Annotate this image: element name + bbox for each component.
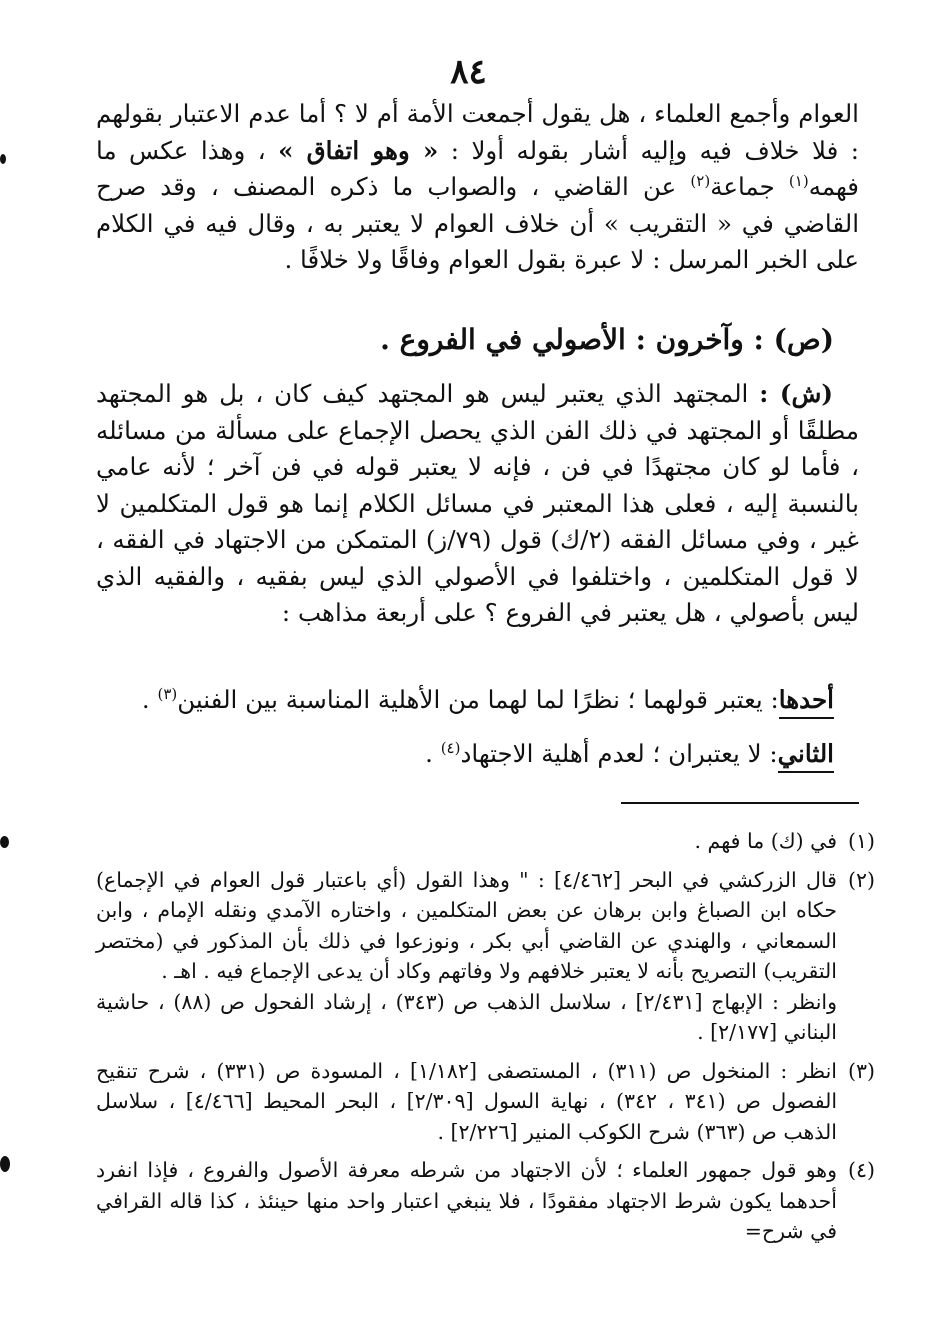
- footnote-paragraph: في (ك) ما فهم .: [694, 829, 837, 853]
- footnote-text: [96, 826, 837, 857]
- opinion-label: أحدها: [779, 685, 834, 719]
- opinion-end: .: [141, 685, 158, 714]
- commentary-marker: (ش) :: [759, 379, 833, 408]
- paragraph-commentary: [96, 376, 859, 632]
- footnote-ref[interactable]: (٣): [157, 684, 178, 703]
- footnote-text: [96, 1155, 837, 1247]
- opinion-text: : يعتبر قولهما ؛ نظرًا لما لهما من الأهلية المناسبة بين الفنين: [177, 685, 779, 714]
- footnote-number: (١): [847, 829, 875, 853]
- footnote-paragraph: وانظر : الإبهاج [٢/٤٣١] ، سلاسل الذهب ص (٣٤٣) ، إرشاد الفحول ص (٨٨) ، حاشية البناني [٢/١٧٧] .: [96, 989, 838, 1044]
- footnotes: [96, 826, 875, 1255]
- footnote-paragraph: قال الزركشي في البحر [٤/٤٦٢] : " وهذا القول (أي باعتبار قول العوام في الإجماع) حكاه ابن الصباغ وابن برهان عن بعض المتكلمين ، واختاره الآمدي ونقله الإمام ، وابن السمعاني ، والهندي عن القاضي أبي بكر ، ونوزعوا في ذلك بأن المذكور في (مختصر التقريب) التصريح بأنه لا يعتبر خلافهم ولا وفاتهم وكاد أن يدعى الإجماع فيه . اهـ .: [96, 867, 837, 983]
- paragraph-text: جماعة: [710, 172, 789, 201]
- footnote-text: [96, 1056, 837, 1148]
- footnote-ref[interactable]: (١): [788, 171, 809, 190]
- footnote: [96, 865, 875, 1048]
- paragraph-text: عن القاضي ، والصواب ما ذكره المصنف ، وقد صرح القاضي في « التقريب » أن خلاف العوام لا يعتبر به ، وقال فيه في الكلام على الخبر المرسل : لا عبرة بقول العوام وفاقًا ولا خلافًا .: [96, 172, 859, 274]
- footnote-number: (٢): [847, 867, 875, 892]
- opinion-item: [96, 734, 834, 774]
- footnote: [96, 1056, 875, 1148]
- paragraph-intro: [96, 96, 859, 279]
- paragraph-text: المجتهد الذي يعتبر ليس هو المجتهد كيف كان ، بل هو المجتهد مطلقًا أو المجتهد في ذلك الفن الذي يحصل الإجماع على مسألة من مسائله ، فأما لو كان مجتهدًا في فن ، فإنه لا يعتبر قوله في فن آخر ؛ لأنه عامي بالنسبة إليه ، فعلى هذا المعتبر في مسائل الكلام إنما هو قول المتكلمين لا غير ، وفي مسائل الفقه (٢/ك) قول (٧٩/ز) المتمكن من الاجتهاد في الفقه ، لا قول المتكلمين ، واختلفوا في الأصولي الذي ليس بفقيه ، والفقيه الذي ليس بأصولي ، هل يعتبر في الفروع ؟ على أربعة مذاهب :: [96, 379, 859, 627]
- opinion-text: : لا يعتبران ؛ لعدم أهلية الاجتهاد: [460, 739, 778, 768]
- page-number: ٨٤: [450, 52, 487, 92]
- scan-mark: [0, 836, 9, 848]
- footnote-paragraph: وهو قول جمهور العلماء ؛ لأن الاجتهاد من شرطه معرفة الأصول والفروع ، فإذا انفرد أحدهما يكون شرط الاجتهاد مفقودًا ، فلا ينبغي اعتبار واحد منها حينئذ ، كذا قاله القرافي في شرح=: [96, 1158, 837, 1243]
- footnote-number: (٣): [847, 1058, 875, 1083]
- section-heading: (ص) : وآخرون : الأصولي في الفروع .: [380, 323, 834, 356]
- opinion-end: .: [425, 739, 441, 768]
- footnote-divider: [621, 802, 859, 804]
- opinion-item: [96, 680, 834, 720]
- footnote-ref[interactable]: (٤): [440, 738, 461, 757]
- footnote-text: [96, 865, 837, 1048]
- paragraph-text: العوام وأجمع العلماء ، هل يقول أجمعت الأمة أم لا ؟ أما عدم الاعتبار بقولهم : فلا خلاف فيه وإليه أشار بقوله أولا :: [96, 99, 859, 165]
- footnote-paragraph: انظر : المنخول ص (٣١١) ، المستصفى [١/١٨٢] ، المسودة ص (٣٣١) ، شرح تنقيح الفصول ص (٣٤١ ، ٣٤٢) ، نهاية السول [٢/٣٠٩] ، البحر المحيط [٤/٤٦٦] ، سلاسل الذهب ص (٣٦٣) شرح الكوكب المنير [٢/٢٢٦] .: [96, 1058, 838, 1144]
- opinion-label: الثاني: [778, 739, 834, 773]
- scan-mark: [0, 154, 6, 164]
- footnote-ref[interactable]: (٢): [690, 171, 711, 190]
- paragraph-text: ، وهذا عكس ما فهمه: [96, 135, 859, 201]
- footnote: [96, 1155, 875, 1247]
- footnote: [96, 826, 875, 857]
- footnote-number: (٤): [847, 1158, 875, 1182]
- quoted-phrase: « وهو اتفاق »: [278, 135, 439, 165]
- scan-mark: [0, 1156, 10, 1172]
